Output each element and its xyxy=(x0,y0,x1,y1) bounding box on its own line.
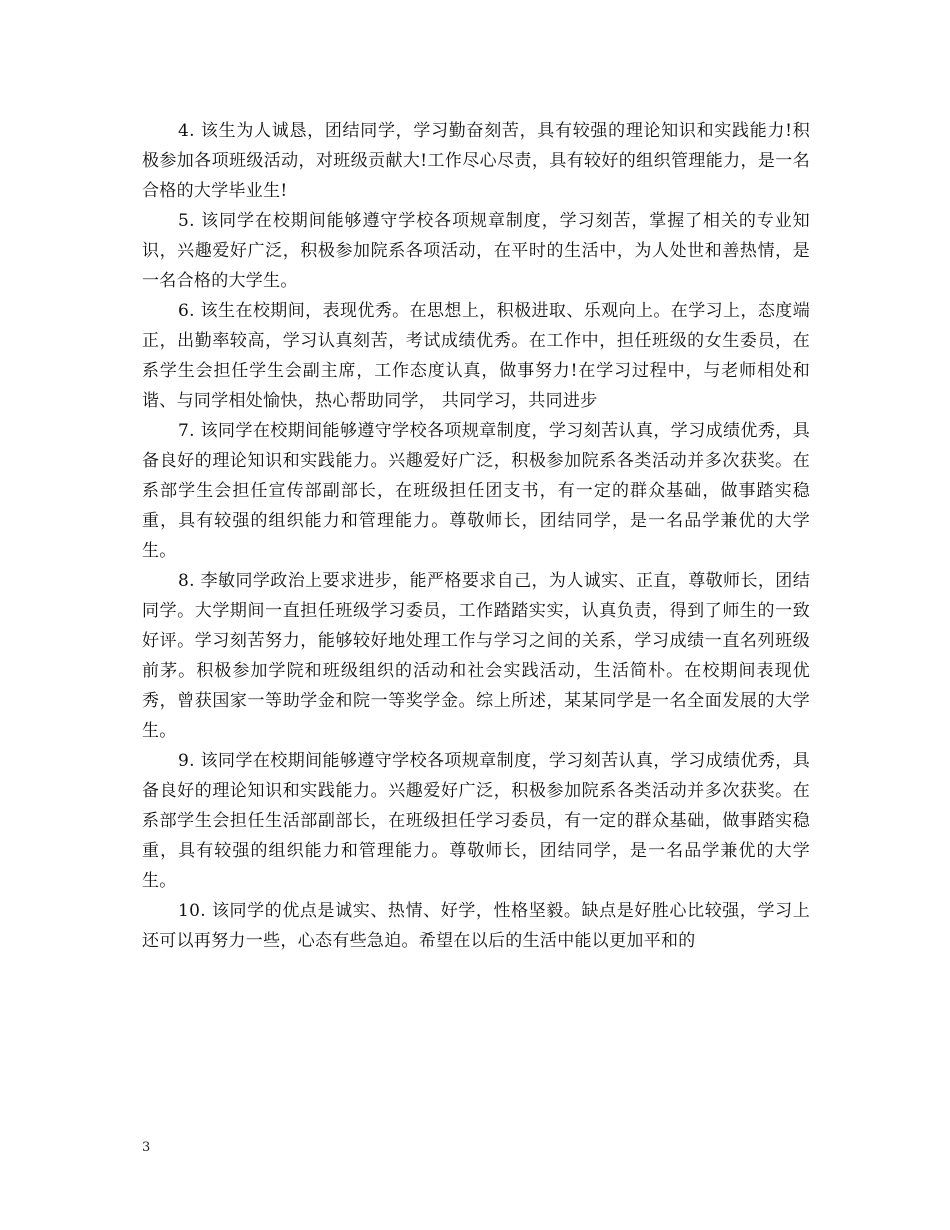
paragraph-item-8: 8. 李敏同学政治上要求进步，能严格要求自己，为人诚实、正直，尊敬师长，团结同学。大学期间一直担任班级学习委员，工作踏踏实实，认真负责，得到了师生的一致好评。学习刻苦努力，能够较好地处理工作与学习之间的关系，学习成绩一直名列班级前茅。积极参加学院和班级组织的活动和社会实践活动，生活简朴。在校期间表现优秀，曾获国家一等助学金和院一等奖学金。综上所述，某某同学是一名全面发展的大学生。 xyxy=(142,571,810,741)
document-body xyxy=(142,116,810,956)
page-number: 3 xyxy=(142,1140,151,1155)
paragraph-item-10: 10. 该同学的优点是诚实、热情、好学，性格坚毅。缺点是好胜心比较强，学习上还可以再努力一些，心态有些急迫。希望在以后的生活中能以更加平和的 xyxy=(142,901,810,951)
paragraph-item-6: 6. 该生在校期间，表现优秀。在思想上，积极进取、乐观向上。在学习上，态度端正，出勤率较高，学习认真刻苦，考试成绩优秀。在工作中，担任班级的女生委员，在系学生会担任学生会副主席，工作态度认真，做事努力!在学习过程中，与老师相处和谐、与同学相处愉快，热心帮助同学， 共同学习，共同进步 xyxy=(142,301,810,411)
paragraph-item-9: 9. 该同学在校期间能够遵守学校各项规章制度，学习刻苦认真，学习成绩优秀，具备良好的理论知识和实践能力。兴趣爱好广泛，积极参加院系各类活动并多次获奖。在系部学生会担任生活部副部长，在班级担任学习委员，有一定的群众基础，做事踏实稳重，具有较强的组织能力和管理能力。尊敬师长，团结同学，是一名品学兼优的大学生。 xyxy=(142,751,810,891)
paragraph-item-5: 5. 该同学在校期间能够遵守学校各项规章制度，学习刻苦，掌握了相关的专业知识，兴趣爱好广泛，积极参加院系各项活动，在平时的生活中，为人处世和善热情，是一名合格的大学生。 xyxy=(142,211,810,291)
paragraph-item-4: 4. 该生为人诚恳，团结同学，学习勤奋刻苦，具有较强的理论知识和实践能力!积极参加各项班级活动，对班级贡献大!工作尽心尽责，具有较好的组织管理能力，是一名合格的大学毕业生! xyxy=(142,121,810,201)
paragraph-item-7: 7. 该同学在校期间能够遵守学校各项规章制度，学习刻苦认真，学习成绩优秀，具备良好的理论知识和实践能力。兴趣爱好广泛，积极参加院系各类活动并多次获奖。在系部学生会担任宣传部副部长，在班级担任团支书，有一定的群众基础，做事踏实稳重，具有较强的组织能力和管理能力。尊敬师长，团结同学，是一名品学兼优的大学生。 xyxy=(142,421,810,561)
